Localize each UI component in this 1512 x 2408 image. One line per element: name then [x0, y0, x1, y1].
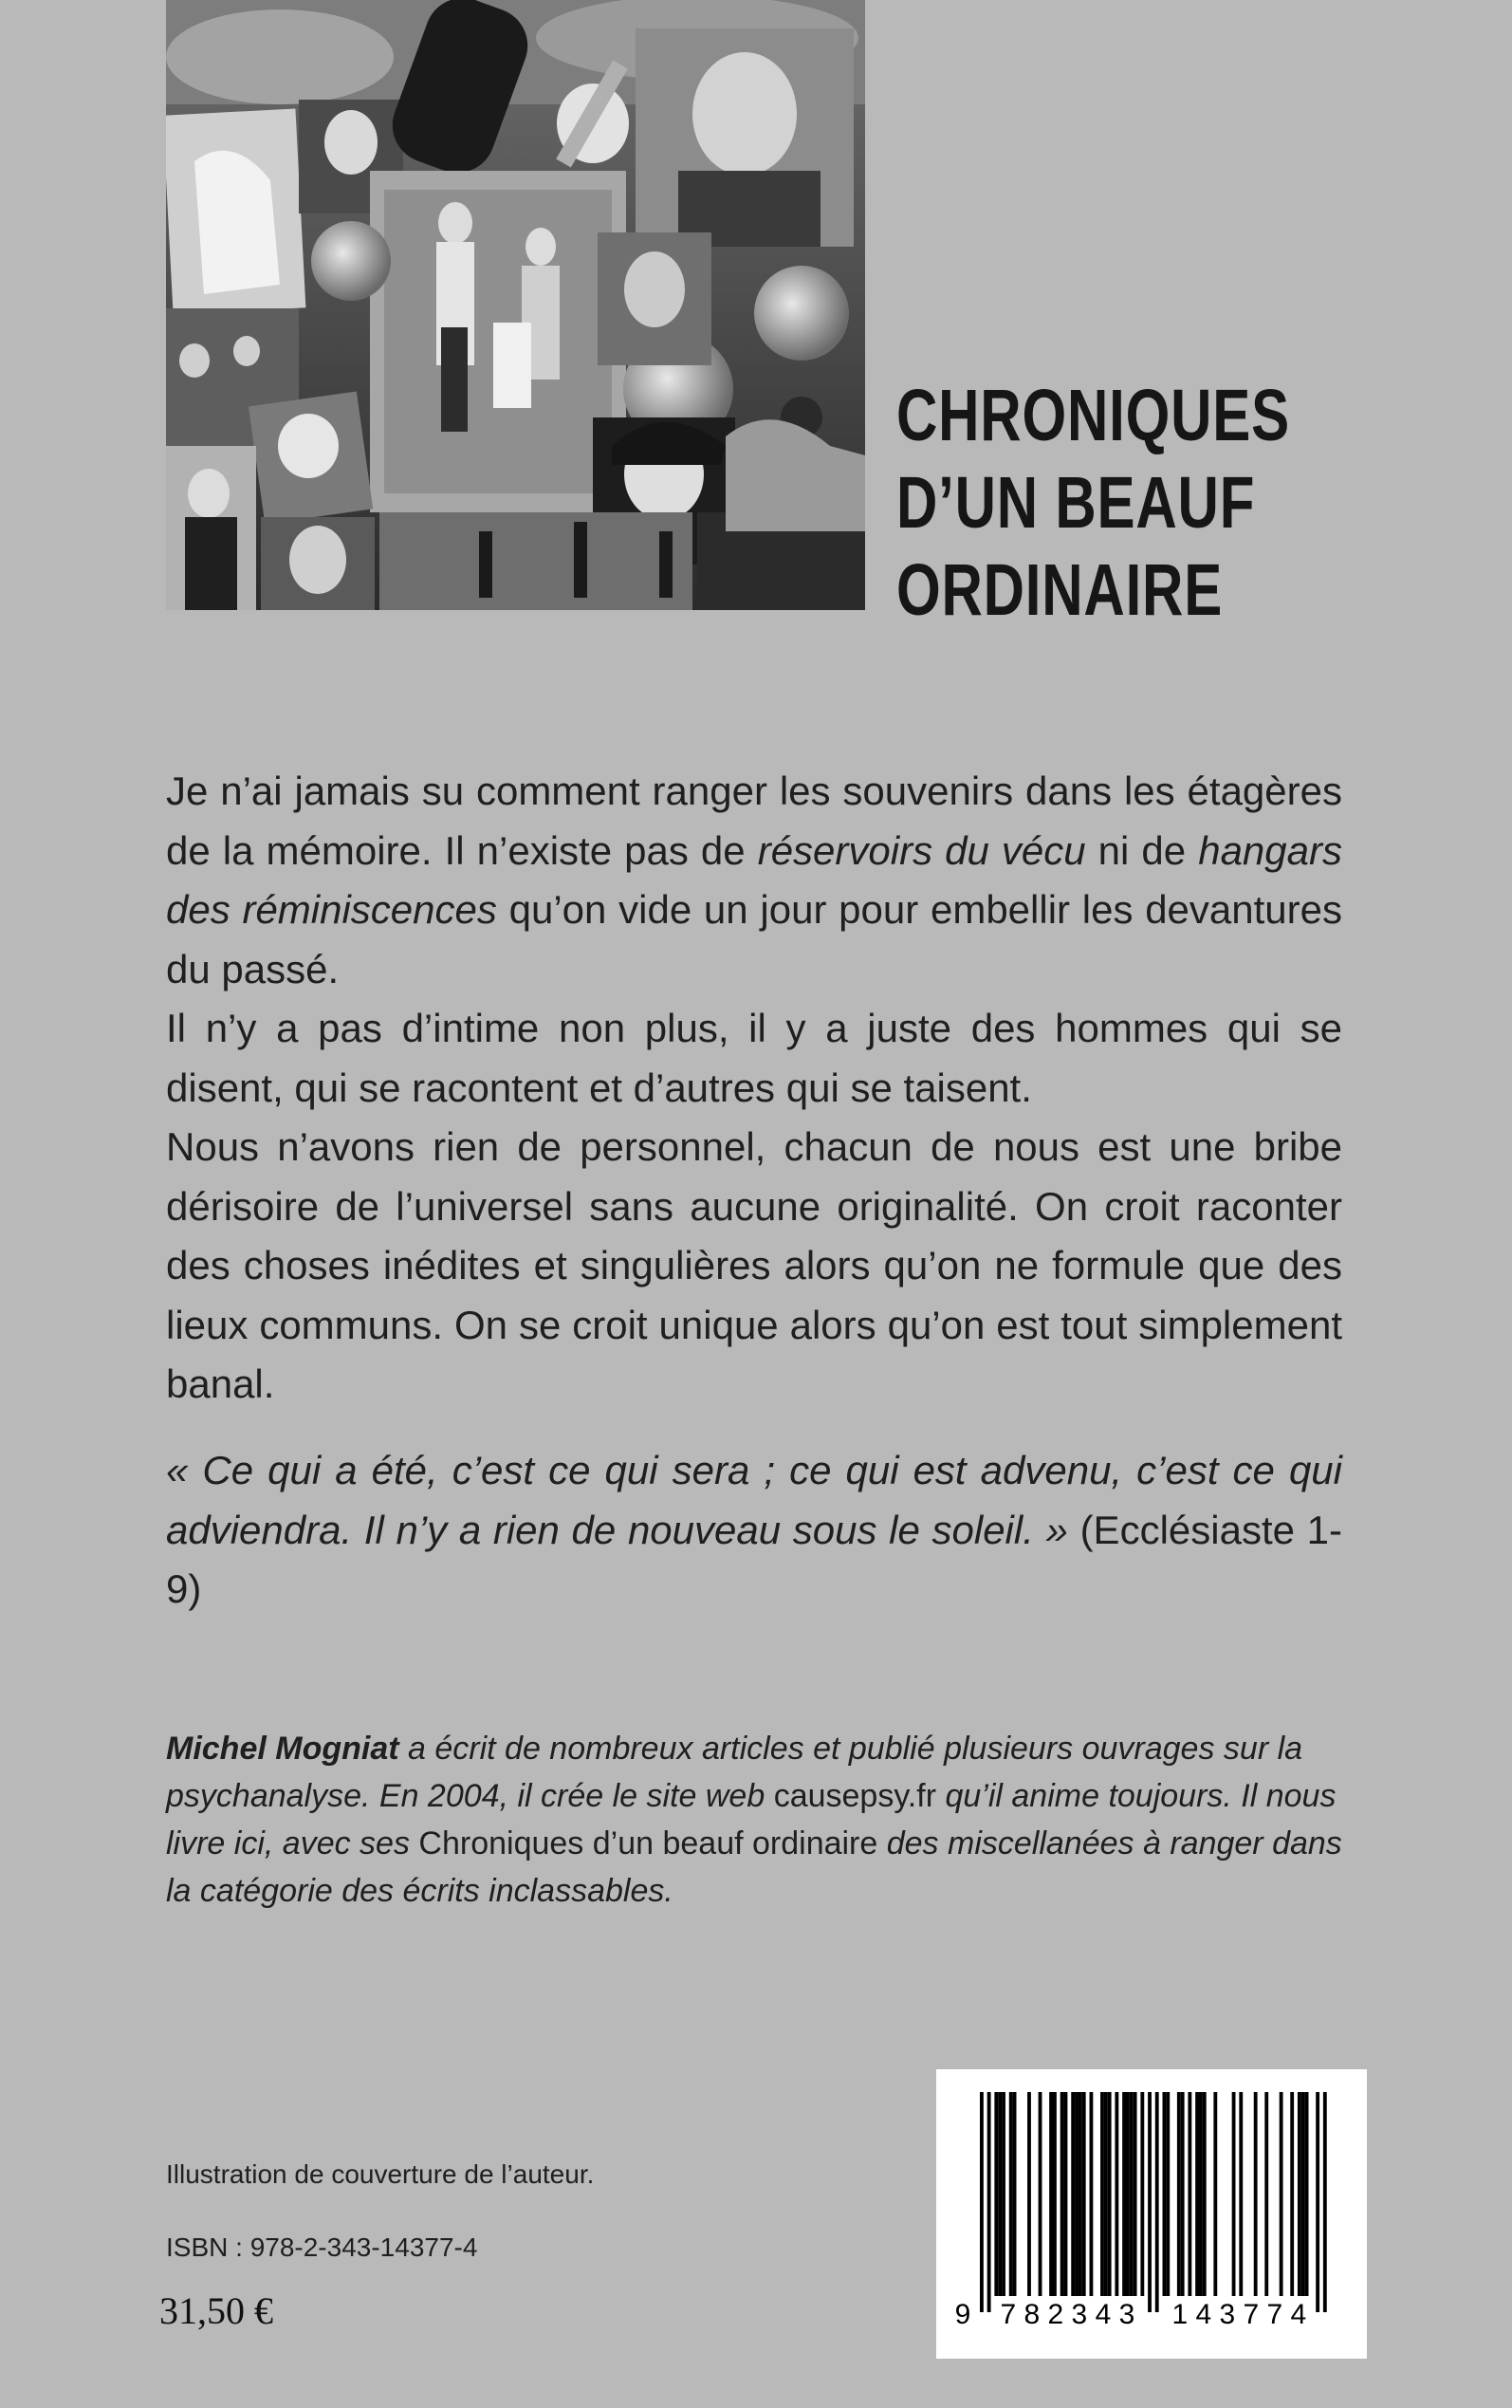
barcode-digits: 9 [954, 2299, 971, 2330]
barcode-bar [987, 2092, 991, 2312]
barcode-bar [1090, 2092, 1094, 2296]
barcode-bar [1155, 2092, 1159, 2312]
barcode-bar [1134, 2092, 1137, 2296]
barcode-bar [1104, 2092, 1108, 2296]
barcode-digits: 7 8 2 3 4 3 [1000, 2299, 1135, 2330]
barcode-bar [1082, 2092, 1086, 2296]
barcode-bar [1060, 2092, 1064, 2296]
barcode-bar [1254, 2092, 1258, 2296]
barcode-digits: 1 4 3 7 7 4 [1171, 2299, 1307, 2330]
barcode-bar [1298, 2092, 1301, 2296]
author-name: Michel Mogniat [166, 1731, 399, 1767]
barcode-bar [1126, 2092, 1130, 2296]
blurb-p1-text-c: qu’on vide un jour pour embellir les devantures du passé. [166, 887, 1343, 991]
title-line-3: ORDINAIRE [896, 549, 1224, 631]
barcode-bar [1305, 2092, 1309, 2296]
barcode-bar [1013, 2092, 1017, 2296]
barcode-bar [1290, 2092, 1294, 2296]
barcode-bar [1163, 2092, 1167, 2296]
barcode-bar [1130, 2092, 1134, 2296]
barcode-bar [1301, 2092, 1305, 2296]
barcode-bar [1203, 2092, 1207, 2296]
barcode-bar [1075, 2092, 1079, 2296]
price: 31,50 € [159, 2289, 273, 2332]
barcode-bar [1195, 2092, 1199, 2296]
author-bio [166, 1725, 1342, 1915]
title-line-1: CHRONIQUES [896, 375, 1290, 456]
cover-photo-collage [166, 0, 865, 610]
barcode-bar [1079, 2092, 1082, 2296]
barcode-bar [1071, 2092, 1075, 2296]
barcode-bar [1049, 2092, 1053, 2296]
barcode-bar [1323, 2092, 1327, 2312]
blurb-paragraph-2: Il n’y a pas d’intime non plus, il y a juste des hommes qui se disent, qui se racontent et d’autres qui se taisent. [166, 1006, 1342, 1110]
barcode-bar [1115, 2092, 1118, 2296]
blurb-paragraph-1 [166, 762, 1342, 999]
barcode-graphic [936, 2069, 1367, 2359]
quote-text: « Ce qui a été, c’est ce qui sera ; ce qui est advenu, c’est ce qui adviendra. Il n’y a rien de nouveau sous le soleil. » [166, 1448, 1342, 1552]
barcode-bar [994, 2092, 998, 2296]
photo-collage-image [166, 0, 865, 610]
barcode-bar [1122, 2092, 1126, 2296]
barcode [936, 2069, 1367, 2359]
barcode-bar [1199, 2092, 1203, 2296]
isbn: ISBN : 978-2-343-14377-4 [166, 2232, 478, 2262]
blurb-p1-emphasis-1: réservoirs du vécu [757, 827, 1086, 873]
barcode-bar [1280, 2092, 1283, 2296]
bio-text-1: a écrit de nombreux articles et publié plusieurs ouvrages sur la psychanalyse. En 2004, il crée le site web [166, 1731, 1303, 1814]
quote-source: (Ecclésiaste 1- 9) [166, 1507, 1342, 1611]
barcode-bar [1316, 2092, 1319, 2312]
barcode-bar [980, 2092, 984, 2312]
book-title-mention: Chroniques d’un beauf ordinaire [418, 1825, 878, 1862]
barcode-bar [1264, 2092, 1268, 2296]
barcode-bar [1239, 2092, 1243, 2296]
barcode-bar [1100, 2092, 1104, 2296]
barcode-bar [1002, 2092, 1005, 2296]
bio-text-2: qu’il anime toujours. Il nous livre ici, avec ses [166, 1778, 1337, 1862]
blurb [166, 762, 1342, 1415]
barcode-bar [1053, 2092, 1057, 2296]
author-website: causepsy.fr [773, 1778, 937, 1814]
barcode-bar [1232, 2092, 1236, 2296]
barcode-bar [1177, 2092, 1181, 2296]
barcode-bar [1039, 2092, 1042, 2296]
blurb-paragraph-3: Nous n’avons rien de personnel, chacun de nous est une bribe dérisoire de l’universel sans aucune originalité. On croit raconter des choses inédites et singulières alors qu’on ne formule que des lieux communs. On se croit unique alors qu’on est tout simplement banal. [166, 1124, 1342, 1406]
barcode-bar [1213, 2092, 1217, 2296]
barcode-bar [1181, 2092, 1185, 2296]
barcode-bar [1140, 2092, 1144, 2296]
barcode-bar [998, 2092, 1002, 2296]
blurb-p1-text-a: Je n’ai jamais su comment ranger les souvenirs dans les étagères de la mémoire. Il n’existe pas de [166, 769, 1342, 873]
barcode-bar [1009, 2092, 1013, 2296]
book-title [896, 372, 1290, 634]
barcode-bar [1108, 2092, 1112, 2296]
blurb-p1-text-b: ni de [1085, 827, 1199, 873]
barcode-bar [1188, 2092, 1191, 2296]
cover-credit: Illustration de couverture de l’auteur. [166, 2159, 595, 2189]
barcode-bar [1064, 2092, 1068, 2296]
blurb-p1-emphasis-2: hangars des réminiscences [166, 827, 1342, 932]
barcode-bar [1148, 2092, 1152, 2312]
barcode-bar [1027, 2092, 1031, 2296]
bio-text-3: des miscellanées à ranger dans la catégorie des écrits inclassables. [166, 1825, 1342, 1909]
barcode-bar [1166, 2092, 1170, 2296]
epigraph-quote [166, 1441, 1342, 1620]
title-line-2: D’UN BEAUF [896, 462, 1256, 544]
